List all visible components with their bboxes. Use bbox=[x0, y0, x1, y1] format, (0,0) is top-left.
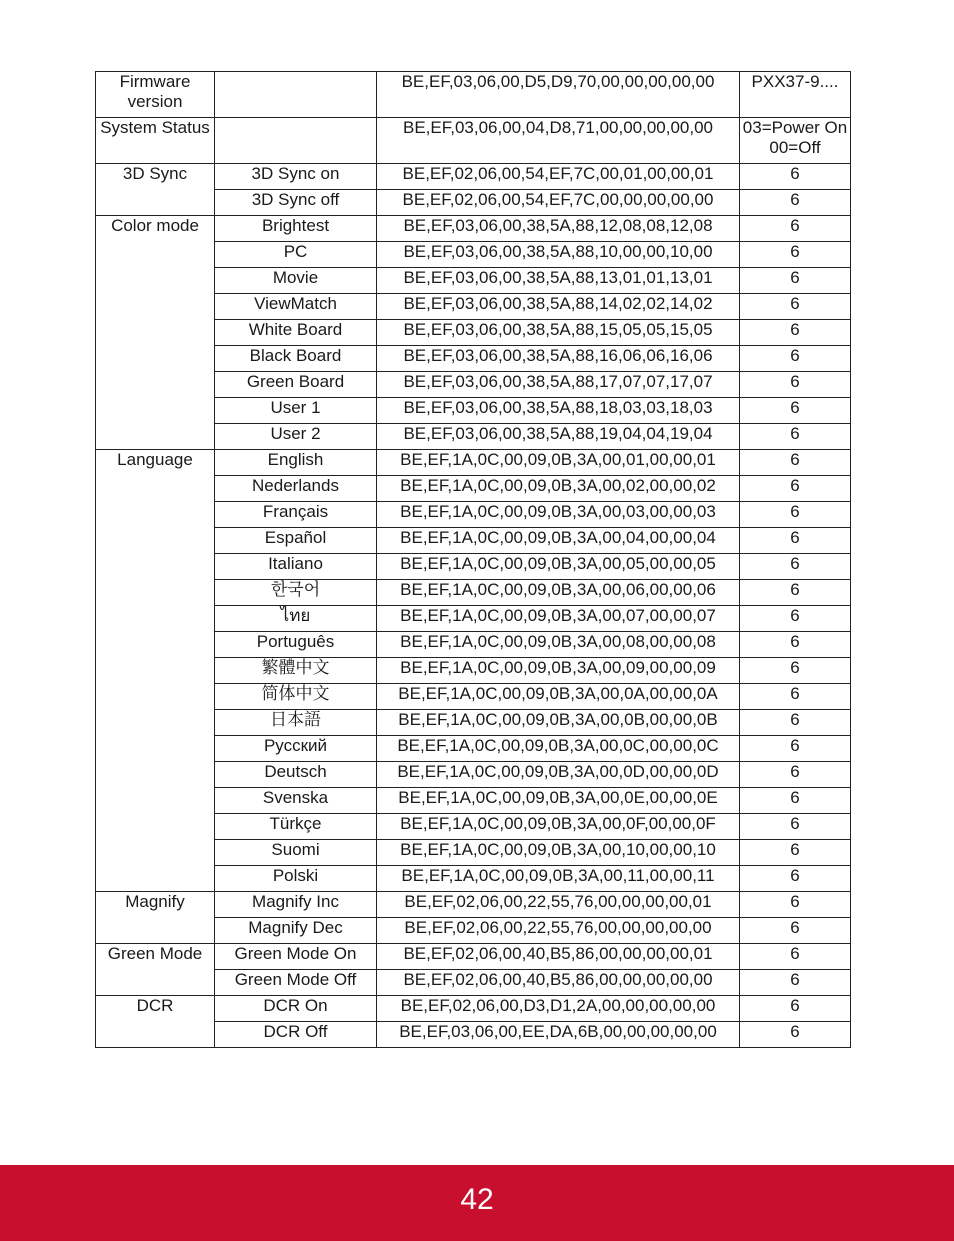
command-cell: BE,EF,03,06,00,D5,D9,70,00,00,00,00,00 bbox=[377, 72, 740, 118]
setting-cell: Português bbox=[215, 632, 377, 658]
setting-cell: Brightest bbox=[215, 216, 377, 242]
response-cell: 6 bbox=[740, 762, 851, 788]
response-cell: 6 bbox=[740, 242, 851, 268]
table-row bbox=[96, 944, 851, 970]
response-cell: 6 bbox=[740, 918, 851, 944]
setting-cell: Svenska bbox=[215, 788, 377, 814]
setting-cell: Black Board bbox=[215, 346, 377, 372]
command-cell: BE,EF,1A,0C,00,09,0B,3A,00,09,00,00,09 bbox=[377, 658, 740, 684]
response-cell: 6 bbox=[740, 892, 851, 918]
response-cell: 6 bbox=[740, 372, 851, 398]
function-cell: DCR bbox=[96, 996, 215, 1048]
response-cell: 6 bbox=[740, 606, 851, 632]
response-cell: 6 bbox=[740, 866, 851, 892]
response-cell: 6 bbox=[740, 814, 851, 840]
table-row bbox=[96, 216, 851, 242]
setting-cell: Green Board bbox=[215, 372, 377, 398]
command-cell: BE,EF,1A,0C,00,09,0B,3A,00,0A,00,00,0A bbox=[377, 684, 740, 710]
setting-cell: ไทย bbox=[215, 606, 377, 632]
setting-cell: User 2 bbox=[215, 424, 377, 450]
response-cell: 6 bbox=[740, 710, 851, 736]
setting-cell: Suomi bbox=[215, 840, 377, 866]
setting-cell: 한국어 bbox=[215, 580, 377, 606]
command-cell: BE,EF,03,06,00,38,5A,88,17,07,07,17,07 bbox=[377, 372, 740, 398]
setting-cell: Polski bbox=[215, 866, 377, 892]
response-cell: 6 bbox=[740, 970, 851, 996]
command-cell: BE,EF,03,06,00,38,5A,88,18,03,03,18,03 bbox=[377, 398, 740, 424]
setting-cell: 日本語 bbox=[215, 710, 377, 736]
response-cell: 6 bbox=[740, 788, 851, 814]
response-cell: 6 bbox=[740, 840, 851, 866]
table-body bbox=[96, 72, 851, 1048]
setting-cell: DCR Off bbox=[215, 1022, 377, 1048]
response-cell: 6 bbox=[740, 580, 851, 606]
command-cell: BE,EF,03,06,00,38,5A,88,14,02,02,14,02 bbox=[377, 294, 740, 320]
footer-bar bbox=[0, 1165, 954, 1241]
command-cell: BE,EF,1A,0C,00,09,0B,3A,00,05,00,00,05 bbox=[377, 554, 740, 580]
setting-cell: 3D Sync on bbox=[215, 164, 377, 190]
response-cell: 03=Power On 00=Off bbox=[740, 118, 851, 164]
command-cell: BE,EF,1A,0C,00,09,0B,3A,00,01,00,00,01 bbox=[377, 450, 740, 476]
setting-cell bbox=[215, 118, 377, 164]
setting-cell: User 1 bbox=[215, 398, 377, 424]
command-cell: BE,EF,1A,0C,00,09,0B,3A,00,07,00,00,07 bbox=[377, 606, 740, 632]
function-cell: System Status bbox=[96, 118, 215, 164]
command-cell: BE,EF,02,06,00,22,55,76,00,00,00,00,00 bbox=[377, 918, 740, 944]
setting-cell: Magnify Inc bbox=[215, 892, 377, 918]
command-cell: BE,EF,1A,0C,00,09,0B,3A,00,0F,00,00,0F bbox=[377, 814, 740, 840]
function-cell: Firmware version bbox=[96, 72, 215, 118]
setting-cell: DCR On bbox=[215, 996, 377, 1022]
setting-cell: Français bbox=[215, 502, 377, 528]
response-cell: 6 bbox=[740, 398, 851, 424]
command-cell: BE,EF,02,06,00,54,EF,7C,00,01,00,00,01 bbox=[377, 164, 740, 190]
table-row bbox=[96, 996, 851, 1022]
command-cell: BE,EF,03,06,00,EE,DA,6B,00,00,00,00,00 bbox=[377, 1022, 740, 1048]
command-cell: BE,EF,1A,0C,00,09,0B,3A,00,10,00,00,10 bbox=[377, 840, 740, 866]
table-row bbox=[96, 72, 851, 118]
response-cell: 6 bbox=[740, 294, 851, 320]
command-cell: BE,EF,1A,0C,00,09,0B,3A,00,0D,00,00,0D bbox=[377, 762, 740, 788]
setting-cell bbox=[215, 72, 377, 118]
response-cell: 6 bbox=[740, 944, 851, 970]
response-cell: 6 bbox=[740, 528, 851, 554]
command-cell: BE,EF,1A,0C,00,09,0B,3A,00,03,00,00,03 bbox=[377, 502, 740, 528]
table-row bbox=[96, 118, 851, 164]
function-cell: Magnify bbox=[96, 892, 215, 944]
setting-cell: Green Mode On bbox=[215, 944, 377, 970]
response-cell: 6 bbox=[740, 164, 851, 190]
command-cell: BE,EF,03,06,00,38,5A,88,10,00,00,10,00 bbox=[377, 242, 740, 268]
response-cell: 6 bbox=[740, 632, 851, 658]
response-cell: 6 bbox=[740, 996, 851, 1022]
function-cell: Language bbox=[96, 450, 215, 892]
command-cell: BE,EF,03,06,00,38,5A,88,19,04,04,19,04 bbox=[377, 424, 740, 450]
page-number: 42 bbox=[460, 1183, 494, 1216]
setting-cell: Nederlands bbox=[215, 476, 377, 502]
function-cell: Color mode bbox=[96, 216, 215, 450]
response-cell: 6 bbox=[740, 320, 851, 346]
setting-cell: PC bbox=[215, 242, 377, 268]
setting-cell: 3D Sync off bbox=[215, 190, 377, 216]
command-cell: BE,EF,1A,0C,00,09,0B,3A,00,08,00,00,08 bbox=[377, 632, 740, 658]
command-cell: BE,EF,03,06,00,38,5A,88,15,05,05,15,05 bbox=[377, 320, 740, 346]
response-cell: 6 bbox=[740, 268, 851, 294]
response-cell: 6 bbox=[740, 450, 851, 476]
setting-cell: Green Mode Off bbox=[215, 970, 377, 996]
command-cell: BE,EF,1A,0C,00,09,0B,3A,00,02,00,00,02 bbox=[377, 476, 740, 502]
setting-cell: Русский bbox=[215, 736, 377, 762]
command-cell: BE,EF,02,06,00,54,EF,7C,00,00,00,00,00 bbox=[377, 190, 740, 216]
command-cell: BE,EF,02,06,00,40,B5,86,00,00,00,00,00 bbox=[377, 970, 740, 996]
command-cell: BE,EF,1A,0C,00,09,0B,3A,00,06,00,00,06 bbox=[377, 580, 740, 606]
response-cell: 6 bbox=[740, 476, 851, 502]
response-cell: 6 bbox=[740, 658, 851, 684]
response-cell: 6 bbox=[740, 346, 851, 372]
setting-cell: Magnify Dec bbox=[215, 918, 377, 944]
response-cell: 6 bbox=[740, 736, 851, 762]
command-cell: BE,EF,1A,0C,00,09,0B,3A,00,11,00,00,11 bbox=[377, 866, 740, 892]
response-cell: 6 bbox=[740, 216, 851, 242]
table-row bbox=[96, 892, 851, 918]
command-cell: BE,EF,1A,0C,00,09,0B,3A,00,0B,00,00,0B bbox=[377, 710, 740, 736]
setting-cell: Deutsch bbox=[215, 762, 377, 788]
command-cell: BE,EF,1A,0C,00,09,0B,3A,00,0E,00,00,0E bbox=[377, 788, 740, 814]
table-row bbox=[96, 164, 851, 190]
response-cell: 6 bbox=[740, 424, 851, 450]
response-cell: 6 bbox=[740, 684, 851, 710]
setting-cell: 繁體中文 bbox=[215, 658, 377, 684]
command-cell: BE,EF,02,06,00,D3,D1,2A,00,00,00,00,00 bbox=[377, 996, 740, 1022]
response-cell: 6 bbox=[740, 502, 851, 528]
setting-cell: 简体中文 bbox=[215, 684, 377, 710]
response-cell: 6 bbox=[740, 554, 851, 580]
function-cell: 3D Sync bbox=[96, 164, 215, 216]
setting-cell: White Board bbox=[215, 320, 377, 346]
command-cell: BE,EF,02,06,00,40,B5,86,00,00,00,00,01 bbox=[377, 944, 740, 970]
table-row bbox=[96, 450, 851, 476]
function-cell: Green Mode bbox=[96, 944, 215, 996]
command-cell: BE,EF,03,06,00,38,5A,88,16,06,06,16,06 bbox=[377, 346, 740, 372]
command-cell: BE,EF,1A,0C,00,09,0B,3A,00,0C,00,00,0C bbox=[377, 736, 740, 762]
command-cell: BE,EF,03,06,00,04,D8,71,00,00,00,00,00 bbox=[377, 118, 740, 164]
setting-cell: Türkçe bbox=[215, 814, 377, 840]
setting-cell: English bbox=[215, 450, 377, 476]
response-cell: PXX37-9.... bbox=[740, 72, 851, 118]
setting-cell: Italiano bbox=[215, 554, 377, 580]
response-cell: 6 bbox=[740, 1022, 851, 1048]
command-cell: BE,EF,1A,0C,00,09,0B,3A,00,04,00,00,04 bbox=[377, 528, 740, 554]
rs232-command-table bbox=[95, 71, 851, 1048]
setting-cell: Movie bbox=[215, 268, 377, 294]
command-cell: BE,EF,03,06,00,38,5A,88,13,01,01,13,01 bbox=[377, 268, 740, 294]
setting-cell: Español bbox=[215, 528, 377, 554]
command-cell: BE,EF,02,06,00,22,55,76,00,00,00,00,01 bbox=[377, 892, 740, 918]
command-cell: BE,EF,03,06,00,38,5A,88,12,08,08,12,08 bbox=[377, 216, 740, 242]
setting-cell: ViewMatch bbox=[215, 294, 377, 320]
response-cell: 6 bbox=[740, 190, 851, 216]
